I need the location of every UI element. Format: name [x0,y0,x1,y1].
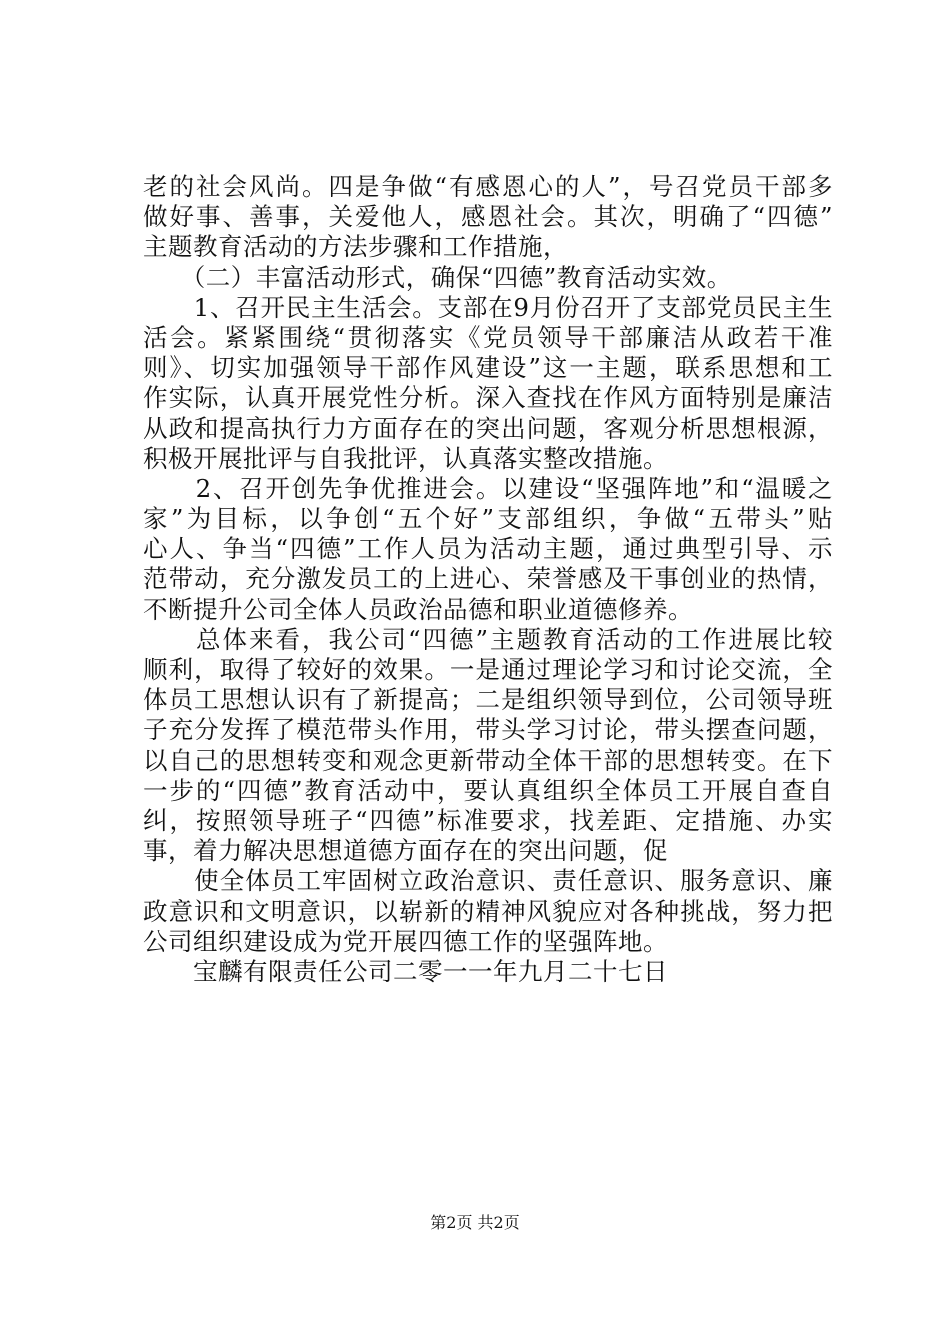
text-line: 公司组织建设成为党开展四德工作的坚强阵地。 [143,926,668,956]
text-line: 事，着力解决思想道德方面存在的突出问题，促 [143,836,668,866]
text-line: 老的社会风尚。四是争做“有感恩心的人”，号召党员干部多 [143,172,833,201]
text-line: 以自己的思想转变和观念更新带动全体干部的思想转变。在下 [143,745,833,775]
text-line: 主题教育活动的方法步骤和工作措施， [143,232,568,262]
text-line: 顺利，取得了较好的效果。一是通过理论学习和讨论交流，全 [143,655,833,684]
text-line: 家”为目标，以争创“五个好”支部组织，争做“五带头”贴 [143,504,833,534]
text-line: 积极开展批评与自我批评，认真落实整改措施。 [143,443,668,473]
text-line: 1、召开民主生活会。支部在9月份召开了支部党员民主生 [143,292,833,322]
signature-date-line: 宝麟有限责任公司二零一一年九月二十七日 [143,956,668,986]
text-line: 使全体员工牢固树立政治意识、责任意识、服务意识、廉 [143,866,833,896]
text-line: 则》、切实加强领导干部作风建设”这一主题，联系思想和工 [143,353,833,383]
text-line: 2、召开创先争优推进会。以建设“坚强阵地”和“温暖之 [143,473,833,503]
page-number: 第2页 共2页 [430,1213,520,1232]
text-line: 子充分发挥了模范带头作用，带头学习讨论，带头摆查问题， [143,715,833,745]
text-line: 体员工思想认识有了新提高；二是组织领导到位，公司领导班 [143,685,833,715]
text-line: 政意识和文明意识，以崭新的精神风貌应对各种挑战，努力把 [143,896,833,926]
text-line: 活会。紧紧围绕“贯彻落实《党员领导干部廉洁从政若干准 [143,322,833,352]
text-line: 范带动，充分激发员工的上进心、荣誉感及干事创业的热情， [143,564,833,594]
text-line: 一步的“四德”教育活动中，要认真组织全体员工开展自查自 [143,775,833,805]
text-line: 从政和提高执行力方面存在的突出问题，客观分析思想根源， [143,413,833,443]
text-line: 心人、争当“四德”工作人员为活动主题，通过典型引导、示 [143,534,833,564]
page-footer [0,1213,950,1233]
text-line: 纠，按照领导班子“四德”标准要求，找差距、定措施、办实 [143,805,833,835]
section-heading: （二）丰富活动形式，确保“四德”教育活动实效。 [143,262,732,292]
text-line: 不断提升公司全体人员政治品德和职业道德修养。 [143,594,693,624]
text-line: 做好事、善事，关爱他人，感恩社会。其次，明确了“四德” [143,202,833,232]
text-line: 总体来看，我公司“四德”主题教育活动的工作进展比较 [143,624,833,654]
text-line: 作实际，认真开展党性分析。深入查找在作风方面特别是廉洁 [143,383,833,413]
document-body [143,172,833,987]
